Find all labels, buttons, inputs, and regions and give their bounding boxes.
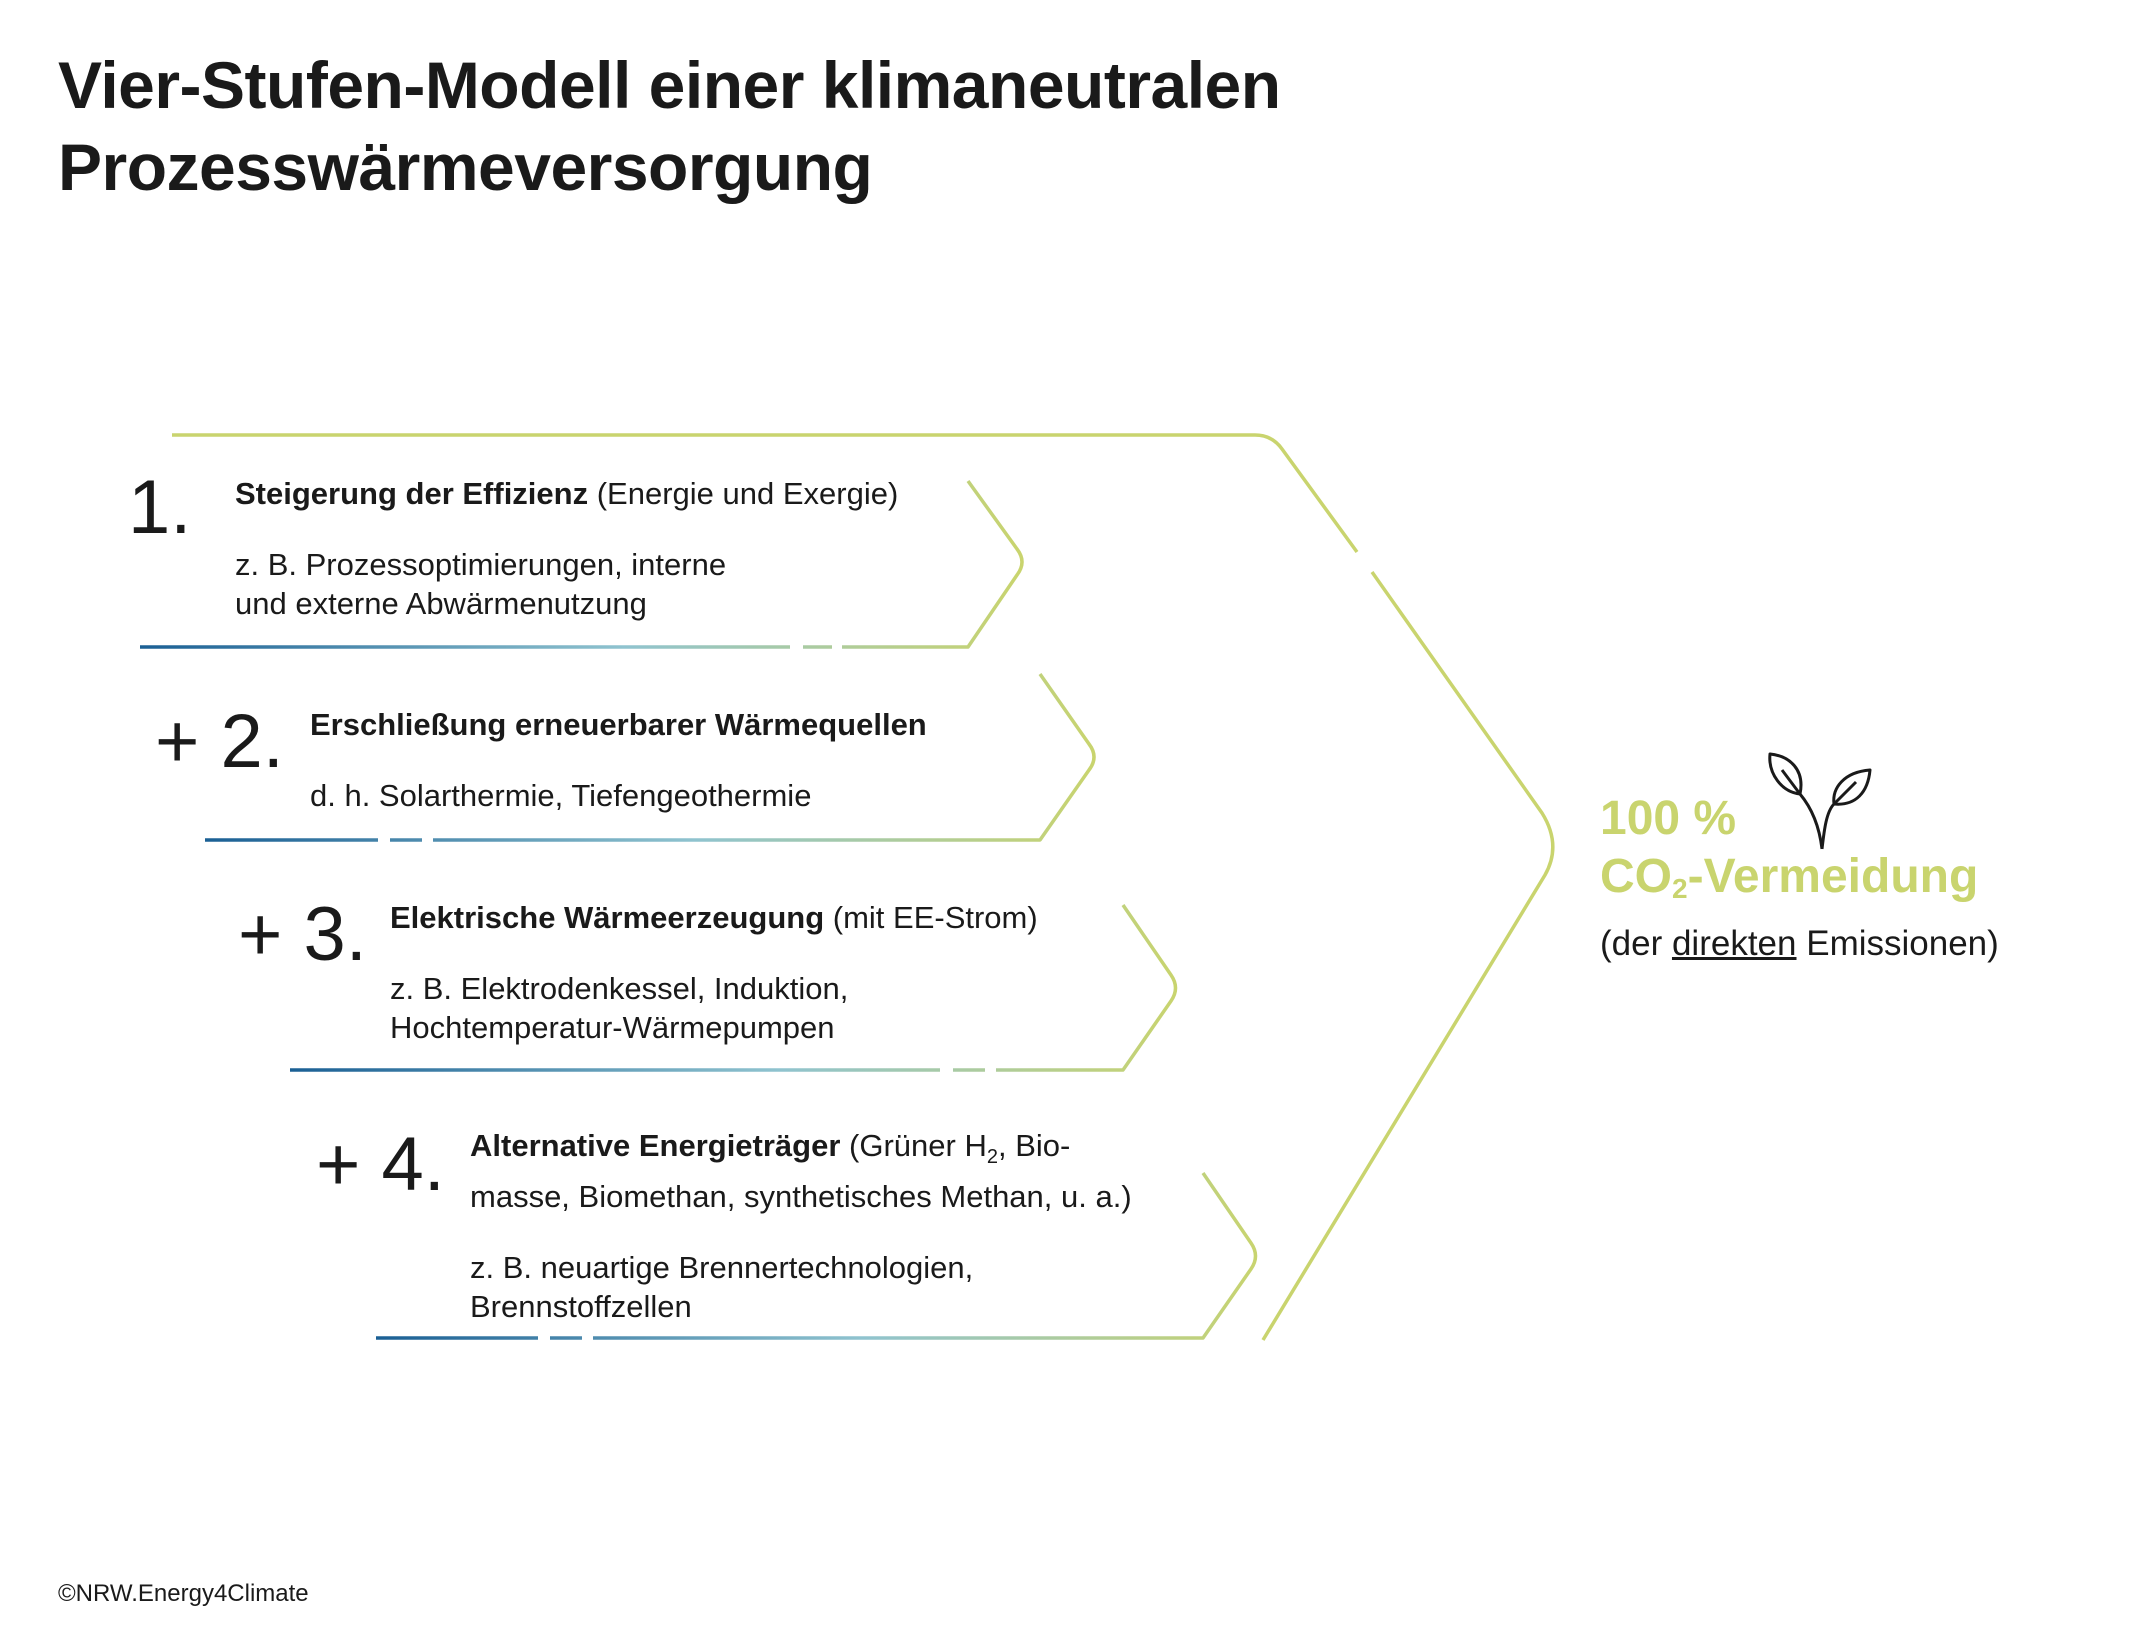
step-4-number: + 4.	[316, 1122, 445, 1207]
step-1-title-bold: Steigerung der Effizienz	[235, 476, 589, 511]
title-line-2: Prozesswärmeversorgung	[58, 130, 873, 204]
step-4-text	[470, 1126, 1132, 1326]
result-co2-avoidance	[1600, 848, 1999, 918]
step-1-number: 1.	[128, 465, 192, 550]
step-1-title	[235, 474, 898, 513]
step-2-number: + 2.	[155, 699, 284, 784]
step-2-title-bold: Erschließung erneuerbarer Wärmequellen	[310, 707, 927, 742]
result-note	[1600, 922, 1999, 966]
step-2-title	[310, 705, 927, 744]
title-line-1: Vier-Stufen-Modell einer klimaneutralen	[58, 48, 1281, 122]
step-3-title-rest: (mit EE-Strom)	[824, 900, 1038, 935]
step-4-title-line-2: masse, Biomethan, synthetisches Methan, u. a.)	[470, 1179, 1132, 1215]
step-3-title-bold: Elektrische Wärmeerzeugung	[390, 900, 825, 935]
result-co2-a: CO	[1600, 850, 1672, 903]
step-1-desc-line-2: und externe Abwärmenutzung	[235, 586, 647, 621]
result-note-a: (der	[1600, 924, 1672, 963]
step-4-desc-line-2: Brennstoffzellen	[470, 1289, 692, 1325]
step-4-title	[470, 1126, 1132, 1216]
step-4-title-subscript: 2	[986, 1146, 998, 1169]
step-3-description	[390, 969, 1038, 1047]
step-3-title	[390, 898, 1038, 937]
step-1-desc-line-1: z. B. Prozessoptimierungen, interne	[235, 547, 727, 582]
step-4-desc-line-1: z. B. neuartige Brennertechnologien,	[470, 1250, 974, 1286]
step-2-desc-line-1: d. h. Solarthermie, Tiefengeothermie	[310, 778, 812, 813]
step-4-title-rest-a: (Grüner H	[840, 1128, 987, 1163]
result-note-underlined: direkten	[1671, 924, 1797, 963]
step-1-title-rest: (Energie und Exergie)	[588, 476, 899, 511]
result-percentage: 100 %	[1600, 792, 1737, 845]
step-3-desc-line-2: Hochtemperatur-Wärmepumpen	[390, 1010, 835, 1045]
step-4-title-bold: Alternative Energieträger	[470, 1128, 841, 1163]
step-3-number: + 3.	[238, 892, 367, 977]
step-2-text	[310, 705, 927, 815]
step-3-text	[390, 898, 1038, 1047]
step-2-description	[310, 776, 927, 815]
step-1-text	[235, 474, 898, 623]
result-co2-b: -Vermeidung	[1687, 850, 1979, 903]
step-1-description	[235, 545, 898, 623]
result-block	[1600, 790, 1999, 966]
copyright: ©NRW.Energy4Climate	[58, 1580, 309, 1607]
result-note-b: Emissionen)	[1796, 924, 1999, 963]
step-4-description	[470, 1248, 1132, 1326]
step-3-desc-line-1: z. B. Elektrodenkessel, Induktion,	[390, 971, 849, 1006]
result-co2-sub: 2	[1672, 873, 1688, 904]
step-4-title-rest-b: , Bio-	[997, 1128, 1071, 1163]
